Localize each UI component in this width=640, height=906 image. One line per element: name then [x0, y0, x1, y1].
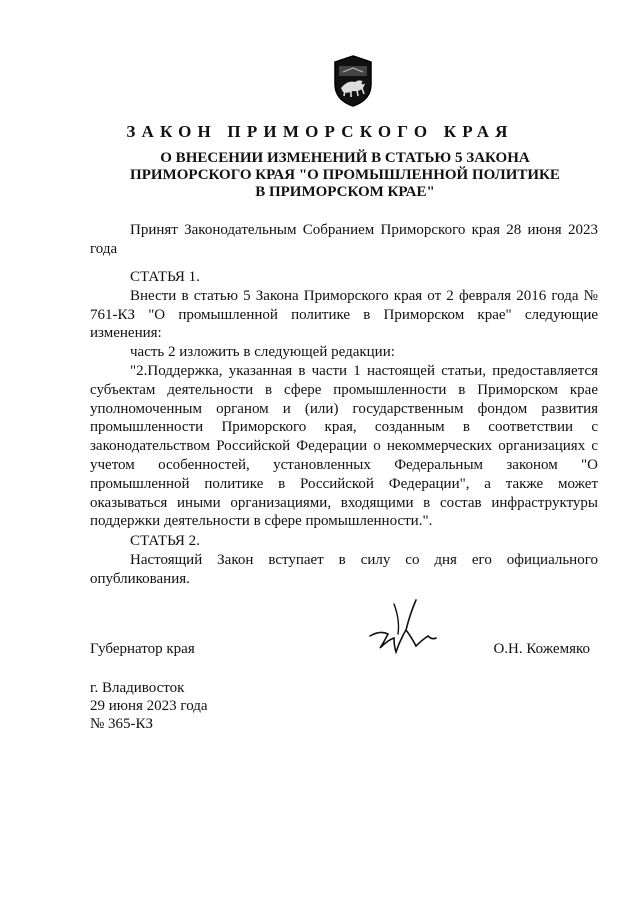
signing-date: 29 июня 2023 года — [90, 698, 208, 714]
adoption-text: Принят Законодательным Собранием Приморского края 28 июня 2023 года — [90, 222, 598, 257]
law-title-line: ПРИМОРСКОГО КРАЯ "О ПРОМЫШЛЕННОЙ ПОЛИТИКЕ — [130, 167, 560, 183]
law-heading: ЗАКОН ПРИМОРСКОГО КРАЯ — [126, 122, 514, 141]
governor-title: Губернатор края — [90, 641, 195, 657]
document-footer — [90, 679, 208, 733]
law-number: № 365-КЗ — [90, 716, 154, 732]
article-1-heading: СТАТЬЯ 1. — [130, 269, 200, 285]
article-2-heading: СТАТЬЯ 2. — [130, 533, 200, 549]
article-1-paragraph: Внести в статью 5 Закона Приморского края от 2 февраля 2016 года № 761-КЗ "О промышленной политике в Приморском крае" следующие изменения: — [90, 287, 598, 342]
article-2-paragraph: Настоящий Закон вступает в силу со дня его официального опубликования. — [90, 551, 598, 587]
place-of-signing: г. Владивосток — [90, 680, 185, 696]
law-title-line: О ВНЕСЕНИИ ИЗМЕНЕНИЙ В СТАТЬЮ 5 ЗАКОНА — [160, 150, 530, 166]
handwritten-signature — [366, 590, 438, 662]
governor-name: О.Н. Кожемяко — [493, 641, 590, 657]
article-2 — [90, 532, 598, 588]
law-title-line: В ПРИМОРСКОМ КРАЕ" — [255, 184, 435, 200]
adoption-statement — [90, 221, 598, 259]
article-1 — [90, 268, 598, 531]
article-1-paragraph: часть 2 изложить в следующей редакции: — [130, 344, 395, 361]
article-1-paragraph: "2.Поддержка, указанная в части 1 настоящей статьи, предоставляется субъектам деятельности в сфере промышленности в Приморском крае уполномоченным органом и (или) государственным фондом развития промышленности Приморского края, созданным в соответствии с законодательством Российской Федерации о некоммерческих организациях с учетом особенностей, установленных Федеральным законом "О промышленной политике в Российской Федерации", а также может оказываться иными организациями, входящими в состав инфраструктуры поддержки деятельности в сфере промышленности.". — [90, 362, 598, 530]
law-title — [90, 150, 600, 201]
coat-of-arms-icon — [331, 54, 375, 108]
